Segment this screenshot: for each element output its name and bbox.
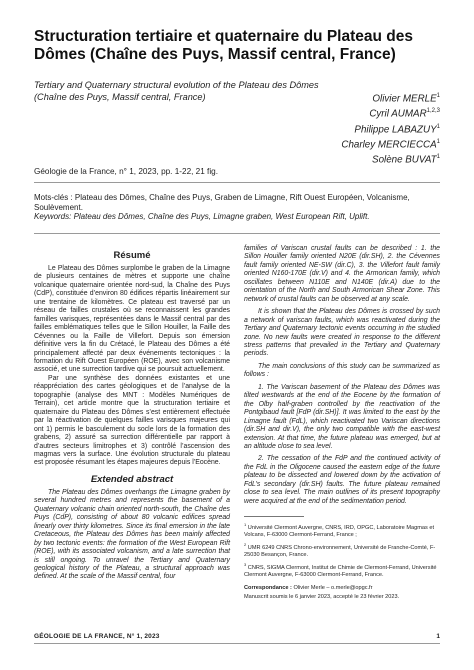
resume-heading: Résumé [113,250,151,261]
author: Philippe LABAZUY$^1$ [354,123,440,135]
divider [34,233,440,234]
footnote-divider [244,516,304,517]
divider [34,182,440,183]
footnote: $^2$ UMR 6249 CNRS Chrono-environnement, Université de Franche-Comté, F-25030 Besançon, France. [244,542,436,558]
footer-divider [34,643,440,644]
abstract-paragraph: 2. The cessation of the FdP and the continued activity of the FdL in the Oligocene caused the eastern edge of the future plateau to be dissected and lowered down by the activation of FdL’s secondary (dir.SH) faults. The future plateau remained close to sea level. The main outlines of its present topography were acquired at the end of the sedimentation period. [244,455,440,505]
right-column [244,245,440,603]
abstract-heading: Extended abstract [90,473,174,485]
page-number: 1 [436,633,440,640]
correspondance: Correspondance : Olivier Merle – o.merle@opgc.fr [244,584,373,591]
author-list [280,90,440,166]
correspondance-email[interactable]: Olivier Merle – o.merle@opgc.fr [293,584,373,591]
resume-paragraph: Par une synthèse des données existantes et une réappréciation des cartes géologiques et de l’analyse de la topographie (analyse des MNT : Modèles Numériques de Terrain), cet article montre que la structuration tertiaire et quaternaire du Plateau des Dômes s’est entièrement effectuée par la réactivation de quelques failles varisques majeures qui ont 1) permis le basculement du socle lors de la formation des grabens, 2) assuré sa surrection différentielle par rapport à d’autres secteurs limitrophes et 3) contrôlé l’ascension des magmas vers la surface. Une évolution structurale du plateau est proposée résumant les étapes majeures depuis l’Eocène. [34,374,230,467]
citation: Géologie de la France, n° 1, 2023, pp. 1-22, 21 fig. [34,167,218,176]
author: Cyril AUMAR$^{1,2,3}$ [369,108,440,120]
abstract-paragraph: It is shown that the Plateau des Dômes is crossed by such a network of variscan faults, which was reactivated during the Tertiary and Quaternary tectonic events occurring in the studied zone. No new faults were created in response to the different stress patterns that prevailed in the Tertiary and Quaternary periods. [244,308,440,358]
abstract-paragraph: The main conclusions of this study can be summarized as follows : [244,362,440,379]
mots-cles: Mots-clés : Plateau des Dômes, Chaîne des Puys, Graben de Limagne, Rift Ouest Européen, Volcanisme, Soulèvement. [34,193,410,212]
article-subtitle: Tertiary and Quaternary structural evolution of the Plateau des Dômes (Chaîne des Puys, Massif central, France) [34,80,319,102]
footer-journal: GÉOLOGIE DE LA FRANCE, N° 1, 2023 [34,633,160,640]
keywords: Keywords: Plateau des Dômes, Chaîne des Puys, Limagne graben, West European Rift, Uplift. [34,212,370,221]
resume-paragraph: Le Plateau des Dômes surplombe le graben de la Limagne de plusieurs centaines de mètres et supporte une chaîne volcanique quaternaire orientée nord-sud, la Chaîne des Puys (CdP), constituée d’environ 80 édifices répartis linéairement sur une trentaine de kilomètres. Ce plateau est traversé par un réseau de failles crustales où se reconnaissent les grandes familles varisques, représentées dans le Massif central par des failles emblématiques telles que le Sillon Houiller, la Faille des Cévennes ou la Faille de Villefort. Depuis son émersion définitive vers la fin du Crétacé, le Plateau des Dômes a été principalement affecté par deux événements tectoniques : la formation du Rift Ouest Européen (ROE), avec son volcanisme associé, et une surrection tardive qui se poursuit actuellement. [34,265,230,374]
footnote: $^1$ Université Clermont Auvergne, CNRS, IRD, OPGC, Laboratoire Magmas et Volcans, F-63000 Clermont-Ferrand, France ; [244,522,435,538]
abstract-paragraph: 1. The Variscan basement of the Plateau des Dômes was tilted westwards at the end of the Eocene by the formation of the Olby half-graben controlled by the reactivation of the Pontgibaud fault [FdP (dir.SH)]. It was limited to the east by the Limagne fault (FdL), which reactivated two Variscan directions (dir.SH and dir.V), the only two compatible with the east-west extension. At that time, the future plateau was emerged, but at an altitude close to sea level. [244,383,440,450]
author: Charley MERCIECCA$^1$ [341,138,440,151]
left-column [34,250,230,582]
manuscript-dates: Manuscrit soumis le 6 janvier 2023, accepté le 23 février 2023. [244,593,400,600]
footnote: $^3$ CNRS, SIGMA Clermont, Institut de Chimie de Clermont-Ferrand, Université Clermont Auvergne, F-63000 Clermont-Ferrand, France. [244,561,437,578]
author: Olivier MERLE$^1$ [372,93,440,105]
article-title: Structuration tertiaire et quaternaire du Plateau des Dômes (Chaîne des Puys, Massif central, France) [34,28,413,63]
author: Solène BUVAT$^1$ [372,154,440,166]
abstract-paragraph: families of Variscan crustal faults can be described : 1. the Sillon Houiller family oriented N20E (dir.SH), 2. the Cévennes fault family oriented NE-SW (dir.C), 3. the Villefort fault family oriented N160-170E (dir.V) and 4. the Armorican family, which oscillates between N110E and N140E (dir.A) due to the orientation of the North and South Armorican Shear Zone. This network of crustal faults can be observed at any scale. [244,245,440,303]
abstract-paragraph: The Plateau des Dômes overhangs the Limagne graben by several hundred metres and represents the basement of a Quaternary volcanic chain oriented north-south, the Chaîne des Puys (CdP), consisting of about 80 volcanic edifices spread linearly over thirty kilometres. Since its final emersion in the late Cretaceous, the Plateau des Dômes has been mainly affected by two tectonic events: the formation of the West European Rift (ROE), with its associated volcanism, and a late surrection that is still ongoing. To unravel the Tertiary and Quaternary geological history of the Plateau, a structural approach was defined. At the scale of the Massif central, four [34,488,230,581]
